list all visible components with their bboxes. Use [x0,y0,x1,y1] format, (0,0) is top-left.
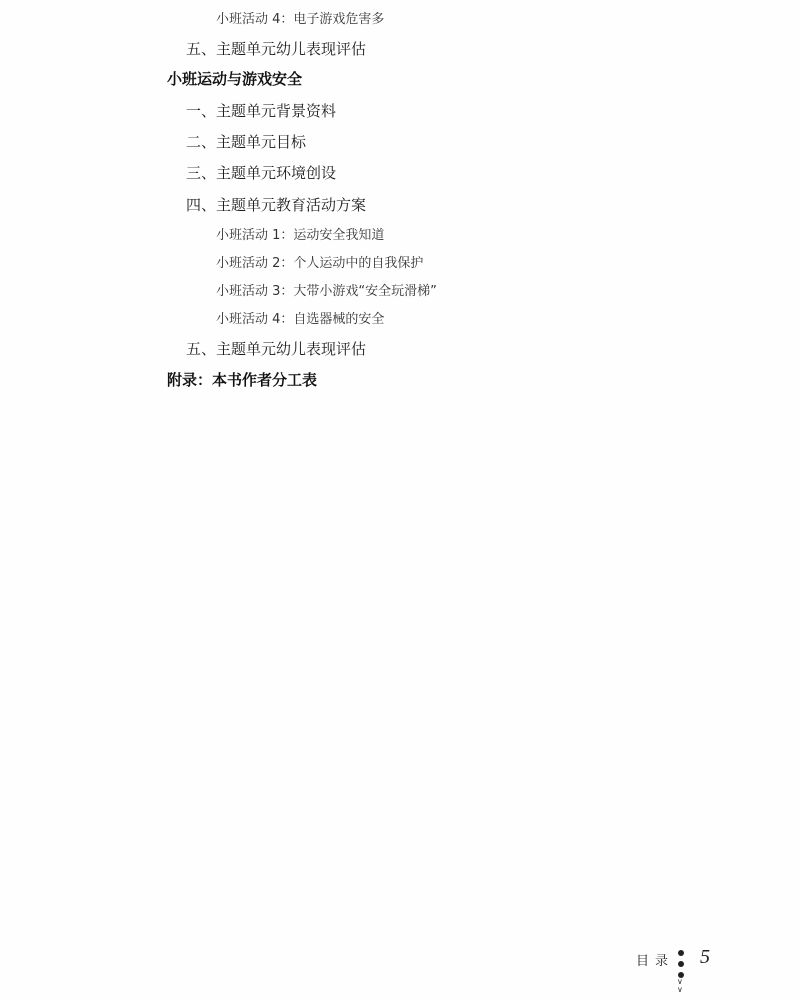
toc-entry-title: 小班活动 2：个人运动中的自我保护 [216,256,424,271]
toc-entry-title: 小班活动 4：电子游戏危害多 [216,12,385,27]
toc-entry-title: 一、主题单元背景资料 [186,102,337,120]
toc-entry-title: 三、主题单元环境创设 [186,164,337,182]
toc-entry-title: 二、主题单元目标 [186,133,307,151]
toc-chapter-title: 附录：本书作者分工表 [167,371,318,389]
toc-entry-title: 五、主题单元幼儿表现评估 [186,340,367,358]
toc-entry-title: 小班活动 3：大带小游戏“安全玩滑梯” [216,284,437,299]
footer-section-label: 目录 [636,954,675,969]
toc-entry-title: 五、主题单元幼儿表现评估 [186,40,367,58]
toc-entry-title: 小班活动 4：自选器械的安全 [216,312,385,327]
page-footer [636,946,736,994]
toc-entry-title: 四、主题单元教育活动方案 [186,196,367,214]
toc-chapter-title: 小班运动与游戏安全 [167,70,303,88]
footer-page-number: 5 [700,946,710,968]
chevron-down-icon: ∨ ∨ [677,977,683,994]
toc-entry-title: 小班活动 1：运动安全我知道 [216,228,385,243]
